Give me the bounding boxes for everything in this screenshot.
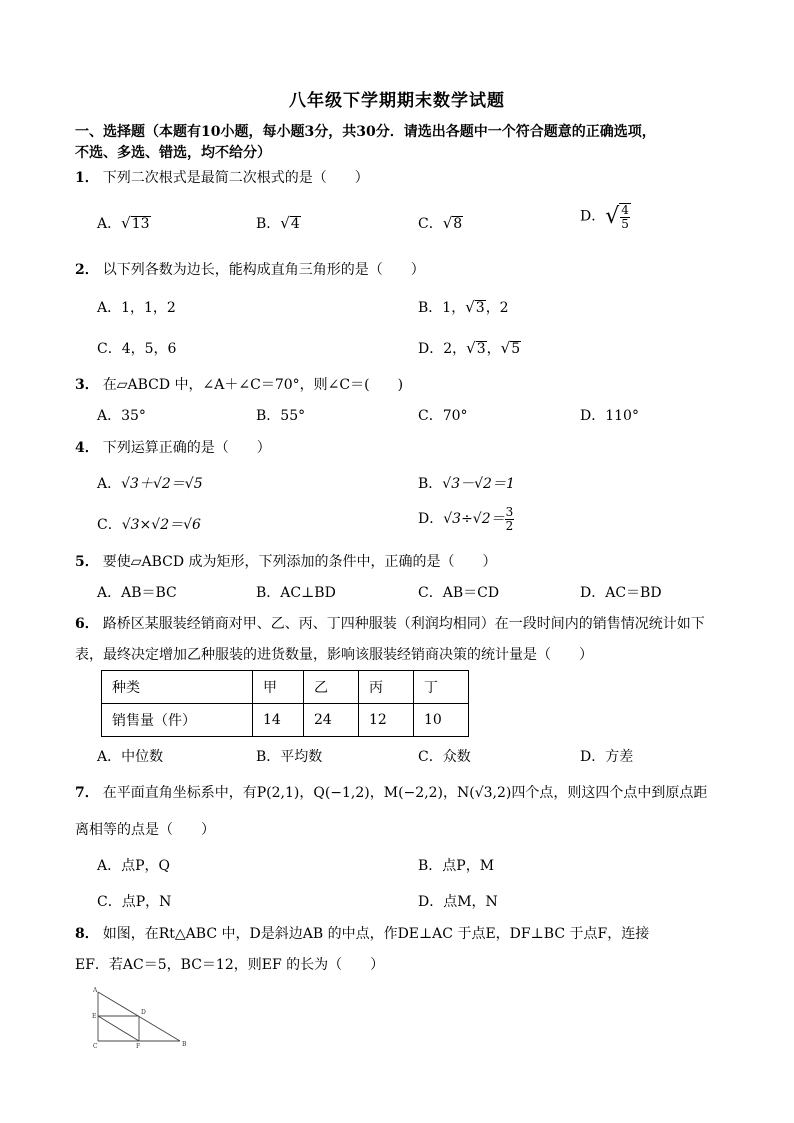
- section-heading-line1: 一、选择题（本题有10小题，每小题3分，共30分．请选出各题中一个符合题意的正确选项，: [75, 124, 656, 140]
- q4-option-c-expression: √3×√2＝√6: [121, 517, 201, 533]
- q2-option-d-radicand-1: 3: [476, 341, 486, 357]
- question-8-number: 8．: [75, 926, 99, 942]
- q1-option-a-radicand: 13: [131, 216, 150, 232]
- question-4-text: 下列运算正确的是（ ）: [102, 440, 271, 456]
- label-b: B: [182, 1041, 187, 1048]
- q1-option-d-numerator: 4: [621, 203, 629, 217]
- question-7-text-1: 在平面直角坐标系中，有P(2,1)，Q(−1,2)，M(−2,2)，N(√3,2)四个点，则这四个点中到原点距: [102, 785, 708, 801]
- q4-option-a-label: A．: [97, 476, 122, 492]
- table-header-cell: 乙: [304, 671, 359, 704]
- q1-option-b-label: B．: [256, 216, 281, 232]
- question-5-number: 5．: [75, 554, 99, 570]
- table-cell: 14: [253, 704, 304, 737]
- q5-option-a: A．AB＝BC: [97, 585, 177, 601]
- triangle-figure: [88, 984, 198, 1054]
- question-5-text: 要使▱ABCD 成为矩形，下列添加的条件中，正确的是（ ）: [102, 554, 497, 570]
- q2-option-b-prefix: B．1，: [418, 300, 466, 316]
- q2-option-a: A．1，1，2: [97, 300, 176, 316]
- q5-option-b: B．AC⊥BD: [256, 585, 336, 601]
- question-6-stem-line1: [75, 613, 705, 633]
- q2-option-d-prefix: D．2，: [418, 341, 467, 357]
- table-cell: 销售量（件）: [102, 704, 253, 737]
- table-cell: 24: [304, 704, 359, 737]
- q2-option-d-sep: ，: [486, 341, 501, 357]
- q6-option-c: C．众数: [418, 749, 471, 765]
- q4-option-c: [97, 514, 201, 534]
- q2-option-b-radicand: 3: [475, 300, 485, 316]
- q3-option-d: D．110°: [580, 408, 639, 424]
- q1-option-d-denominator: 5: [621, 216, 629, 231]
- q1-option-c-radicand: 8: [453, 216, 463, 232]
- question-7-number: 7．: [75, 785, 99, 801]
- q4-option-b-expression: √3－√2＝1: [442, 476, 515, 492]
- table-header-row: [102, 671, 469, 704]
- q7-option-c: C．点P，N: [97, 894, 172, 910]
- question-5-stem: [75, 551, 497, 571]
- q7-option-a: A．点P，Q: [97, 858, 171, 874]
- q1-option-b: B．√4: [256, 214, 300, 232]
- table-cell: 12: [359, 704, 414, 737]
- q4-option-a-expression: √3＋√2＝√5: [121, 476, 203, 492]
- question-2-text: 以下列各数为边长，能构成直角三角形的是（ ）: [102, 262, 425, 278]
- question-3-number: 3．: [75, 377, 99, 393]
- label-f: F: [136, 1043, 141, 1050]
- table-row: [102, 704, 469, 737]
- q4-option-a: [97, 473, 203, 493]
- question-6-stem-line2: 表，最终决定增加乙种服装的进货数量，影响该服装经销商决策的统计量是（ ）: [75, 647, 593, 663]
- q6-option-b: B．平均数: [256, 749, 323, 765]
- table-header-cell: 丁: [414, 671, 469, 704]
- question-6-number: 6．: [75, 616, 99, 632]
- q6-option-a: A．中位数: [97, 749, 164, 765]
- question-3-stem: [75, 374, 403, 394]
- q4-option-d: [418, 506, 514, 532]
- q5-option-d: D．AC＝BD: [580, 585, 662, 601]
- question-1-number: 1．: [75, 170, 99, 186]
- q1-option-a-label: A．: [97, 216, 122, 232]
- question-7-stem-line2: 离相等的点是（ ）: [75, 822, 215, 838]
- segment-ef: [98, 1016, 139, 1041]
- label-d: D: [141, 1009, 146, 1016]
- q1-option-d: D．√ $\frac{4}{5}$: [580, 203, 629, 231]
- label-a: A: [93, 987, 98, 994]
- table-header-cell: 种类: [102, 671, 253, 704]
- question-6-text-1: 路桥区某服装经销商对甲、乙、丙、丁四种服装（利润均相同）在一段时间内的销售情况统计如下: [102, 616, 705, 632]
- q1-option-b-radicand: 4: [290, 216, 300, 232]
- question-8-stem-line2: EF．若AC＝5，BC＝12，则EF 的长为（ ）: [75, 957, 385, 973]
- question-2-stem: [75, 259, 425, 279]
- question-8-text-1: 如图，在Rt△ABC 中，D是斜边AB 的中点，作DE⊥AC 于点E，DF⊥BC 于点F，连接: [102, 926, 650, 942]
- question-1-stem: [75, 167, 369, 187]
- table-cell: 10: [414, 704, 469, 737]
- q4-option-b-label: B．: [418, 476, 443, 492]
- q7-option-b: B．点P，M: [418, 858, 495, 874]
- question-1-text: 下列二次根式是最简二次根式的是（ ）: [102, 170, 369, 186]
- q4-option-d-label: D．: [418, 511, 444, 528]
- q2-option-d-radicand-2: 5: [511, 341, 521, 357]
- page-title: 八年级下学期期末数学试题: [289, 91, 505, 111]
- q3-option-a: A．35°: [97, 408, 146, 424]
- q2-option-b-suffix: ，2: [485, 300, 509, 316]
- question-8-stem-line1: [75, 923, 649, 943]
- q3-option-b: B．55°: [256, 408, 306, 424]
- q4-option-c-label: C．: [97, 517, 122, 533]
- label-c: C: [93, 1043, 98, 1050]
- q5-option-c: C．AB＝CD: [418, 585, 500, 601]
- sales-table: [101, 670, 469, 737]
- question-4-stem: [75, 437, 271, 457]
- q4-option-d-numerator: 3: [505, 505, 514, 519]
- q7-option-d: D．点M，N: [418, 894, 498, 910]
- q6-option-d: D．方差: [580, 749, 634, 765]
- table-header-cell: 甲: [253, 671, 304, 704]
- question-3-text: 在▱ABCD 中，∠A＋∠C＝70°，则∠C＝( ): [102, 377, 404, 393]
- question-4-number: 4．: [75, 440, 99, 456]
- q2-option-d: D．2，√3，√5: [418, 339, 521, 357]
- q1-option-d-label: D．: [580, 208, 606, 225]
- section-heading-line2: 不选、多选、错选，均不给分）: [75, 145, 271, 161]
- q4-option-d-denominator: 2: [505, 518, 514, 533]
- question-2-number: 2．: [75, 262, 99, 278]
- label-e: E: [92, 1013, 97, 1020]
- q1-option-c-label: C．: [418, 216, 443, 232]
- q4-option-b: [418, 473, 515, 493]
- q2-option-b: B．1，√3，2: [418, 298, 509, 316]
- question-7-stem-line1: [75, 782, 707, 802]
- q3-option-c: C．70°: [418, 408, 468, 424]
- q1-option-c: C．√8: [418, 214, 463, 232]
- q1-option-a: A．√13: [97, 214, 150, 232]
- table-header-cell: 丙: [359, 671, 414, 704]
- q2-option-c: C．4，5，6: [97, 341, 177, 357]
- q4-option-d-expression: √3÷√2＝: [443, 511, 505, 528]
